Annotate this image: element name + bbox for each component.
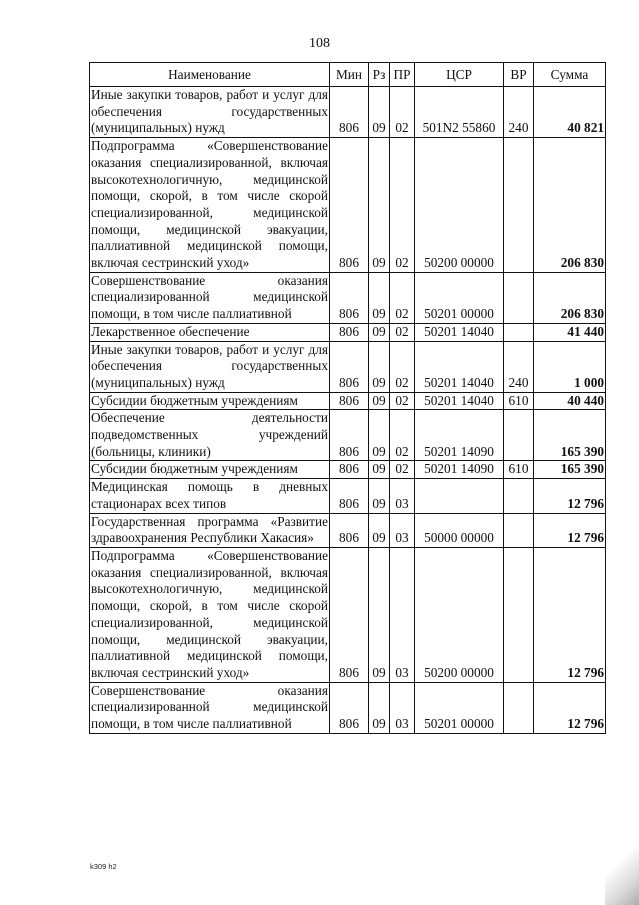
row-pr: 02 bbox=[390, 341, 415, 392]
row-name: Обеспечение деятельности подведомственных учреждений (больницы, клиники) bbox=[90, 410, 330, 461]
row-vr: 610 bbox=[504, 392, 534, 410]
row-vr bbox=[504, 513, 534, 547]
row-csr: 50200 00000 bbox=[415, 138, 504, 273]
row-vr bbox=[504, 272, 534, 323]
table-row bbox=[90, 682, 606, 733]
row-min: 806 bbox=[330, 392, 369, 410]
row-vr: 610 bbox=[504, 461, 534, 479]
row-vr: 240 bbox=[504, 341, 534, 392]
row-pr: 02 bbox=[390, 461, 415, 479]
row-vr bbox=[504, 479, 534, 513]
row-min: 806 bbox=[330, 682, 369, 733]
row-rz: 09 bbox=[369, 138, 390, 273]
table-row bbox=[90, 272, 606, 323]
row-rz: 09 bbox=[369, 323, 390, 341]
header-pr: ПР bbox=[390, 63, 415, 87]
row-min: 806 bbox=[330, 138, 369, 273]
row-csr: 50200 00000 bbox=[415, 547, 504, 682]
row-pr: 03 bbox=[390, 682, 415, 733]
row-csr: 50000 00000 bbox=[415, 513, 504, 547]
row-min: 806 bbox=[330, 547, 369, 682]
row-csr: 50201 00000 bbox=[415, 682, 504, 733]
table-row bbox=[90, 479, 606, 513]
table-row bbox=[90, 138, 606, 273]
table-row bbox=[90, 323, 606, 341]
row-name: Субсидии бюджетным учреждениям bbox=[90, 461, 330, 479]
table-row bbox=[90, 547, 606, 682]
footer-code: k309 h2 bbox=[90, 862, 117, 871]
row-name: Подпрограмма «Совершенствование оказания специализированной, включая высокотехнологичную, медицинской помощи, скорой, в том числе скорой специализированной, медицинской помощи, медицинской эвакуации, паллиативной медицинской помощи, включая сестринский уход» bbox=[90, 138, 330, 273]
row-sum: 40 440 bbox=[534, 392, 606, 410]
row-sum: 165 390 bbox=[534, 461, 606, 479]
row-sum: 12 796 bbox=[534, 513, 606, 547]
row-sum: 12 796 bbox=[534, 479, 606, 513]
row-vr bbox=[504, 682, 534, 733]
row-rz: 09 bbox=[369, 341, 390, 392]
row-min: 806 bbox=[330, 513, 369, 547]
row-vr: 240 bbox=[504, 87, 534, 138]
row-sum: 40 821 bbox=[534, 87, 606, 138]
budget-table bbox=[89, 62, 606, 734]
row-sum: 165 390 bbox=[534, 410, 606, 461]
row-vr bbox=[504, 138, 534, 273]
row-csr: 50201 14090 bbox=[415, 461, 504, 479]
row-csr: 50201 14040 bbox=[415, 341, 504, 392]
row-sum: 41 440 bbox=[534, 323, 606, 341]
row-sum: 1 000 bbox=[534, 341, 606, 392]
row-name: Субсидии бюджетным учреждениям bbox=[90, 392, 330, 410]
row-min: 806 bbox=[330, 272, 369, 323]
header-rz: Рз bbox=[369, 63, 390, 87]
table-row bbox=[90, 461, 606, 479]
row-pr: 02 bbox=[390, 410, 415, 461]
row-pr: 02 bbox=[390, 323, 415, 341]
row-pr: 03 bbox=[390, 547, 415, 682]
row-rz: 09 bbox=[369, 272, 390, 323]
row-csr: 50201 00000 bbox=[415, 272, 504, 323]
row-pr: 03 bbox=[390, 513, 415, 547]
header-vr: ВР bbox=[504, 63, 534, 87]
row-rz: 09 bbox=[369, 461, 390, 479]
row-vr bbox=[504, 410, 534, 461]
row-min: 806 bbox=[330, 341, 369, 392]
row-min: 806 bbox=[330, 461, 369, 479]
table-row bbox=[90, 392, 606, 410]
row-name: Государственная программа «Развитие здравоохранения Республики Хакасия» bbox=[90, 513, 330, 547]
row-pr: 02 bbox=[390, 392, 415, 410]
header-sum: Сумма bbox=[534, 63, 606, 87]
header-min: Мин bbox=[330, 63, 369, 87]
row-vr bbox=[504, 323, 534, 341]
row-min: 806 bbox=[330, 323, 369, 341]
row-pr: 02 bbox=[390, 272, 415, 323]
table-header-row bbox=[90, 63, 606, 87]
row-rz: 09 bbox=[369, 513, 390, 547]
row-name: Совершенствование оказания специализированной медицинской помощи, в том числе паллиативной bbox=[90, 682, 330, 733]
row-sum: 12 796 bbox=[534, 682, 606, 733]
row-name: Медицинская помощь в дневных стационарах всех типов bbox=[90, 479, 330, 513]
row-csr bbox=[415, 479, 504, 513]
row-name: Иные закупки товаров, работ и услуг для обеспечения государственных (муниципальных) нужд bbox=[90, 87, 330, 138]
header-csr: ЦСР bbox=[415, 63, 504, 87]
row-sum: 12 796 bbox=[534, 547, 606, 682]
header-name: Наименование bbox=[90, 63, 330, 87]
table-row bbox=[90, 513, 606, 547]
row-csr: 50201 14090 bbox=[415, 410, 504, 461]
row-rz: 09 bbox=[369, 682, 390, 733]
row-min: 806 bbox=[330, 479, 369, 513]
table-row bbox=[90, 341, 606, 392]
row-pr: 02 bbox=[390, 87, 415, 138]
row-rz: 09 bbox=[369, 479, 390, 513]
row-name: Совершенствование оказания специализированной медицинской помощи, в том числе паллиативной bbox=[90, 272, 330, 323]
row-sum: 206 830 bbox=[534, 272, 606, 323]
row-min: 806 bbox=[330, 87, 369, 138]
page-number: 108 bbox=[309, 36, 330, 51]
row-rz: 09 bbox=[369, 410, 390, 461]
row-rz: 09 bbox=[369, 87, 390, 138]
scan-smudge bbox=[605, 847, 639, 905]
row-csr: 501N2 55860 bbox=[415, 87, 504, 138]
row-pr: 02 bbox=[390, 138, 415, 273]
row-vr bbox=[504, 547, 534, 682]
row-csr: 50201 14040 bbox=[415, 323, 504, 341]
table-row bbox=[90, 87, 606, 138]
row-rz: 09 bbox=[369, 547, 390, 682]
row-sum: 206 830 bbox=[534, 138, 606, 273]
row-csr: 50201 14040 bbox=[415, 392, 504, 410]
table-row bbox=[90, 410, 606, 461]
row-rz: 09 bbox=[369, 392, 390, 410]
row-pr: 03 bbox=[390, 479, 415, 513]
row-name: Подпрограмма «Совершенствование оказания специализированной, включая высокотехнологичную, медицинской помощи, скорой, в том числе скорой специализированной, медицинской помощи, медицинской эвакуации, паллиативной медицинской помощи, включая сестринский уход» bbox=[90, 547, 330, 682]
row-min: 806 bbox=[330, 410, 369, 461]
row-name: Иные закупки товаров, работ и услуг для обеспечения государственных (муниципальных) нужд bbox=[90, 341, 330, 392]
row-name: Лекарственное обеспечение bbox=[90, 323, 330, 341]
